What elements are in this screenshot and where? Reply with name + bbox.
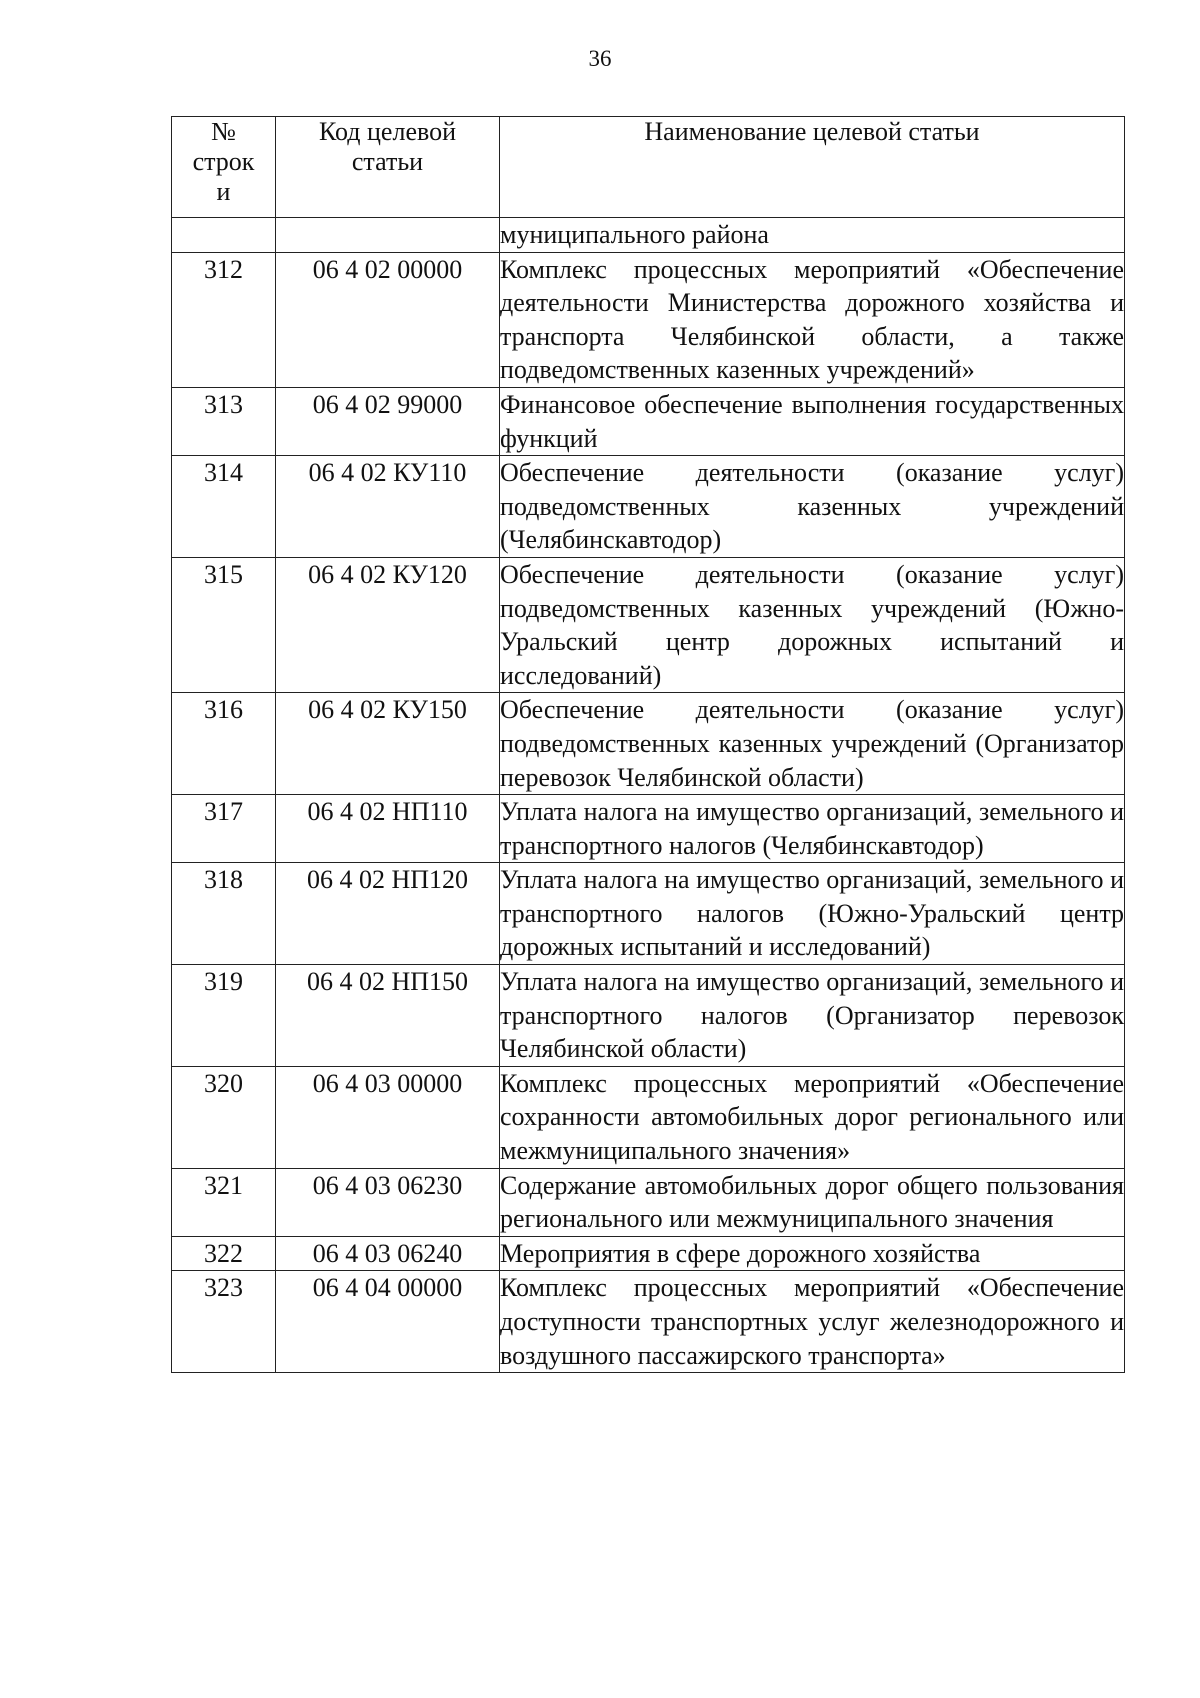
article-name: Обеспечение деятельности (оказание услуг) подведомственных казенных учреждений (Организатор перевозок Челябинской области): [500, 693, 1125, 795]
table-header: [172, 117, 1125, 218]
row-number: 318: [172, 863, 276, 965]
table-row: [172, 863, 1125, 965]
table-row: [172, 1271, 1125, 1373]
table-row: [172, 1168, 1125, 1236]
article-code: 06 4 02 НП150: [276, 965, 500, 1067]
row-number: 315: [172, 557, 276, 692]
header-row-number: [172, 117, 276, 218]
header-code: [276, 117, 500, 218]
header-name: Наименование целевой статьи: [500, 117, 1125, 218]
article-code: 06 4 02 НП120: [276, 863, 500, 965]
table-row: [172, 387, 1125, 455]
article-name: Уплата налога на имущество организаций, земельного и транспортного налогов (Организатор перевозок Челябинской области): [500, 965, 1125, 1067]
article-code: 06 4 02 99000: [276, 387, 500, 455]
article-code: 06 4 03 06240: [276, 1236, 500, 1271]
article-name: Комплекс процессных мероприятий «Обеспечение сохранности автомобильных дорог регионального или межмуниципального значения»: [500, 1066, 1125, 1168]
table-row: [172, 795, 1125, 863]
article-code: 06 4 04 00000: [276, 1271, 500, 1373]
table-row: [172, 1066, 1125, 1168]
header-row-number-line: строк: [192, 147, 255, 176]
table-row: [172, 965, 1125, 1067]
header-row-number-line: и: [216, 177, 231, 206]
row-number: 314: [172, 456, 276, 558]
row-number: 313: [172, 387, 276, 455]
table-row: [172, 252, 1125, 387]
header-code-line: статьи: [351, 147, 424, 176]
row-number: 320: [172, 1066, 276, 1168]
header-code-line: Код целевой: [318, 117, 456, 146]
article-code: 06 4 02 КУ120: [276, 557, 500, 692]
article-code: 06 4 02 КУ150: [276, 693, 500, 795]
row-number: 321: [172, 1168, 276, 1236]
table-row: [172, 218, 1125, 253]
article-name: Обеспечение деятельности (оказание услуг) подведомственных казенных учреждений (Челябинскавтодор): [500, 456, 1125, 558]
article-code: 06 4 02 КУ110: [276, 456, 500, 558]
table-row: [172, 557, 1125, 692]
article-name: Содержание автомобильных дорог общего пользования регионального или межмуниципального значения: [500, 1168, 1125, 1236]
row-number: 312: [172, 252, 276, 387]
article-code: 06 4 02 НП110: [276, 795, 500, 863]
row-number: 319: [172, 965, 276, 1067]
article-code: 06 4 03 06230: [276, 1168, 500, 1236]
article-code: 06 4 02 00000: [276, 252, 500, 387]
row-number: [172, 218, 276, 253]
table-body: [172, 218, 1125, 1373]
table-row: [172, 456, 1125, 558]
header-row-number-line: №: [211, 117, 236, 146]
article-name: Комплекс процессных мероприятий «Обеспечение доступности транспортных услуг железнодорожного и воздушного пассажирского транспорта»: [500, 1271, 1125, 1373]
page-number: 36: [588, 46, 612, 71]
table-row: [172, 693, 1125, 795]
row-number: 316: [172, 693, 276, 795]
article-name: Уплата налога на имущество организаций, земельного и транспортного налогов (Южно-Уральский центр дорожных испытаний и исследований): [500, 863, 1125, 965]
article-name: Мероприятия в сфере дорожного хозяйства: [500, 1236, 1125, 1271]
article-name: муниципального района: [500, 218, 1125, 253]
article-code: [276, 218, 500, 253]
article-name: Комплекс процессных мероприятий «Обеспечение деятельности Министерства дорожного хозяйства и транспорта Челябинской области, а также подведомственных казенных учреждений»: [500, 252, 1125, 387]
article-name: Обеспечение деятельности (оказание услуг) подведомственных казенных учреждений (Южно-Уральский центр дорожных испытаний и исследований): [500, 557, 1125, 692]
article-name: Финансовое обеспечение выполнения государственных функций: [500, 387, 1125, 455]
table-row: [172, 1236, 1125, 1271]
row-number: 323: [172, 1271, 276, 1373]
article-code: 06 4 03 00000: [276, 1066, 500, 1168]
row-number: 322: [172, 1236, 276, 1271]
row-number: 317: [172, 795, 276, 863]
target-articles-table: [171, 116, 1125, 1373]
article-name: Уплата налога на имущество организаций, земельного и транспортного налогов (Челябинскавтодор): [500, 795, 1125, 863]
